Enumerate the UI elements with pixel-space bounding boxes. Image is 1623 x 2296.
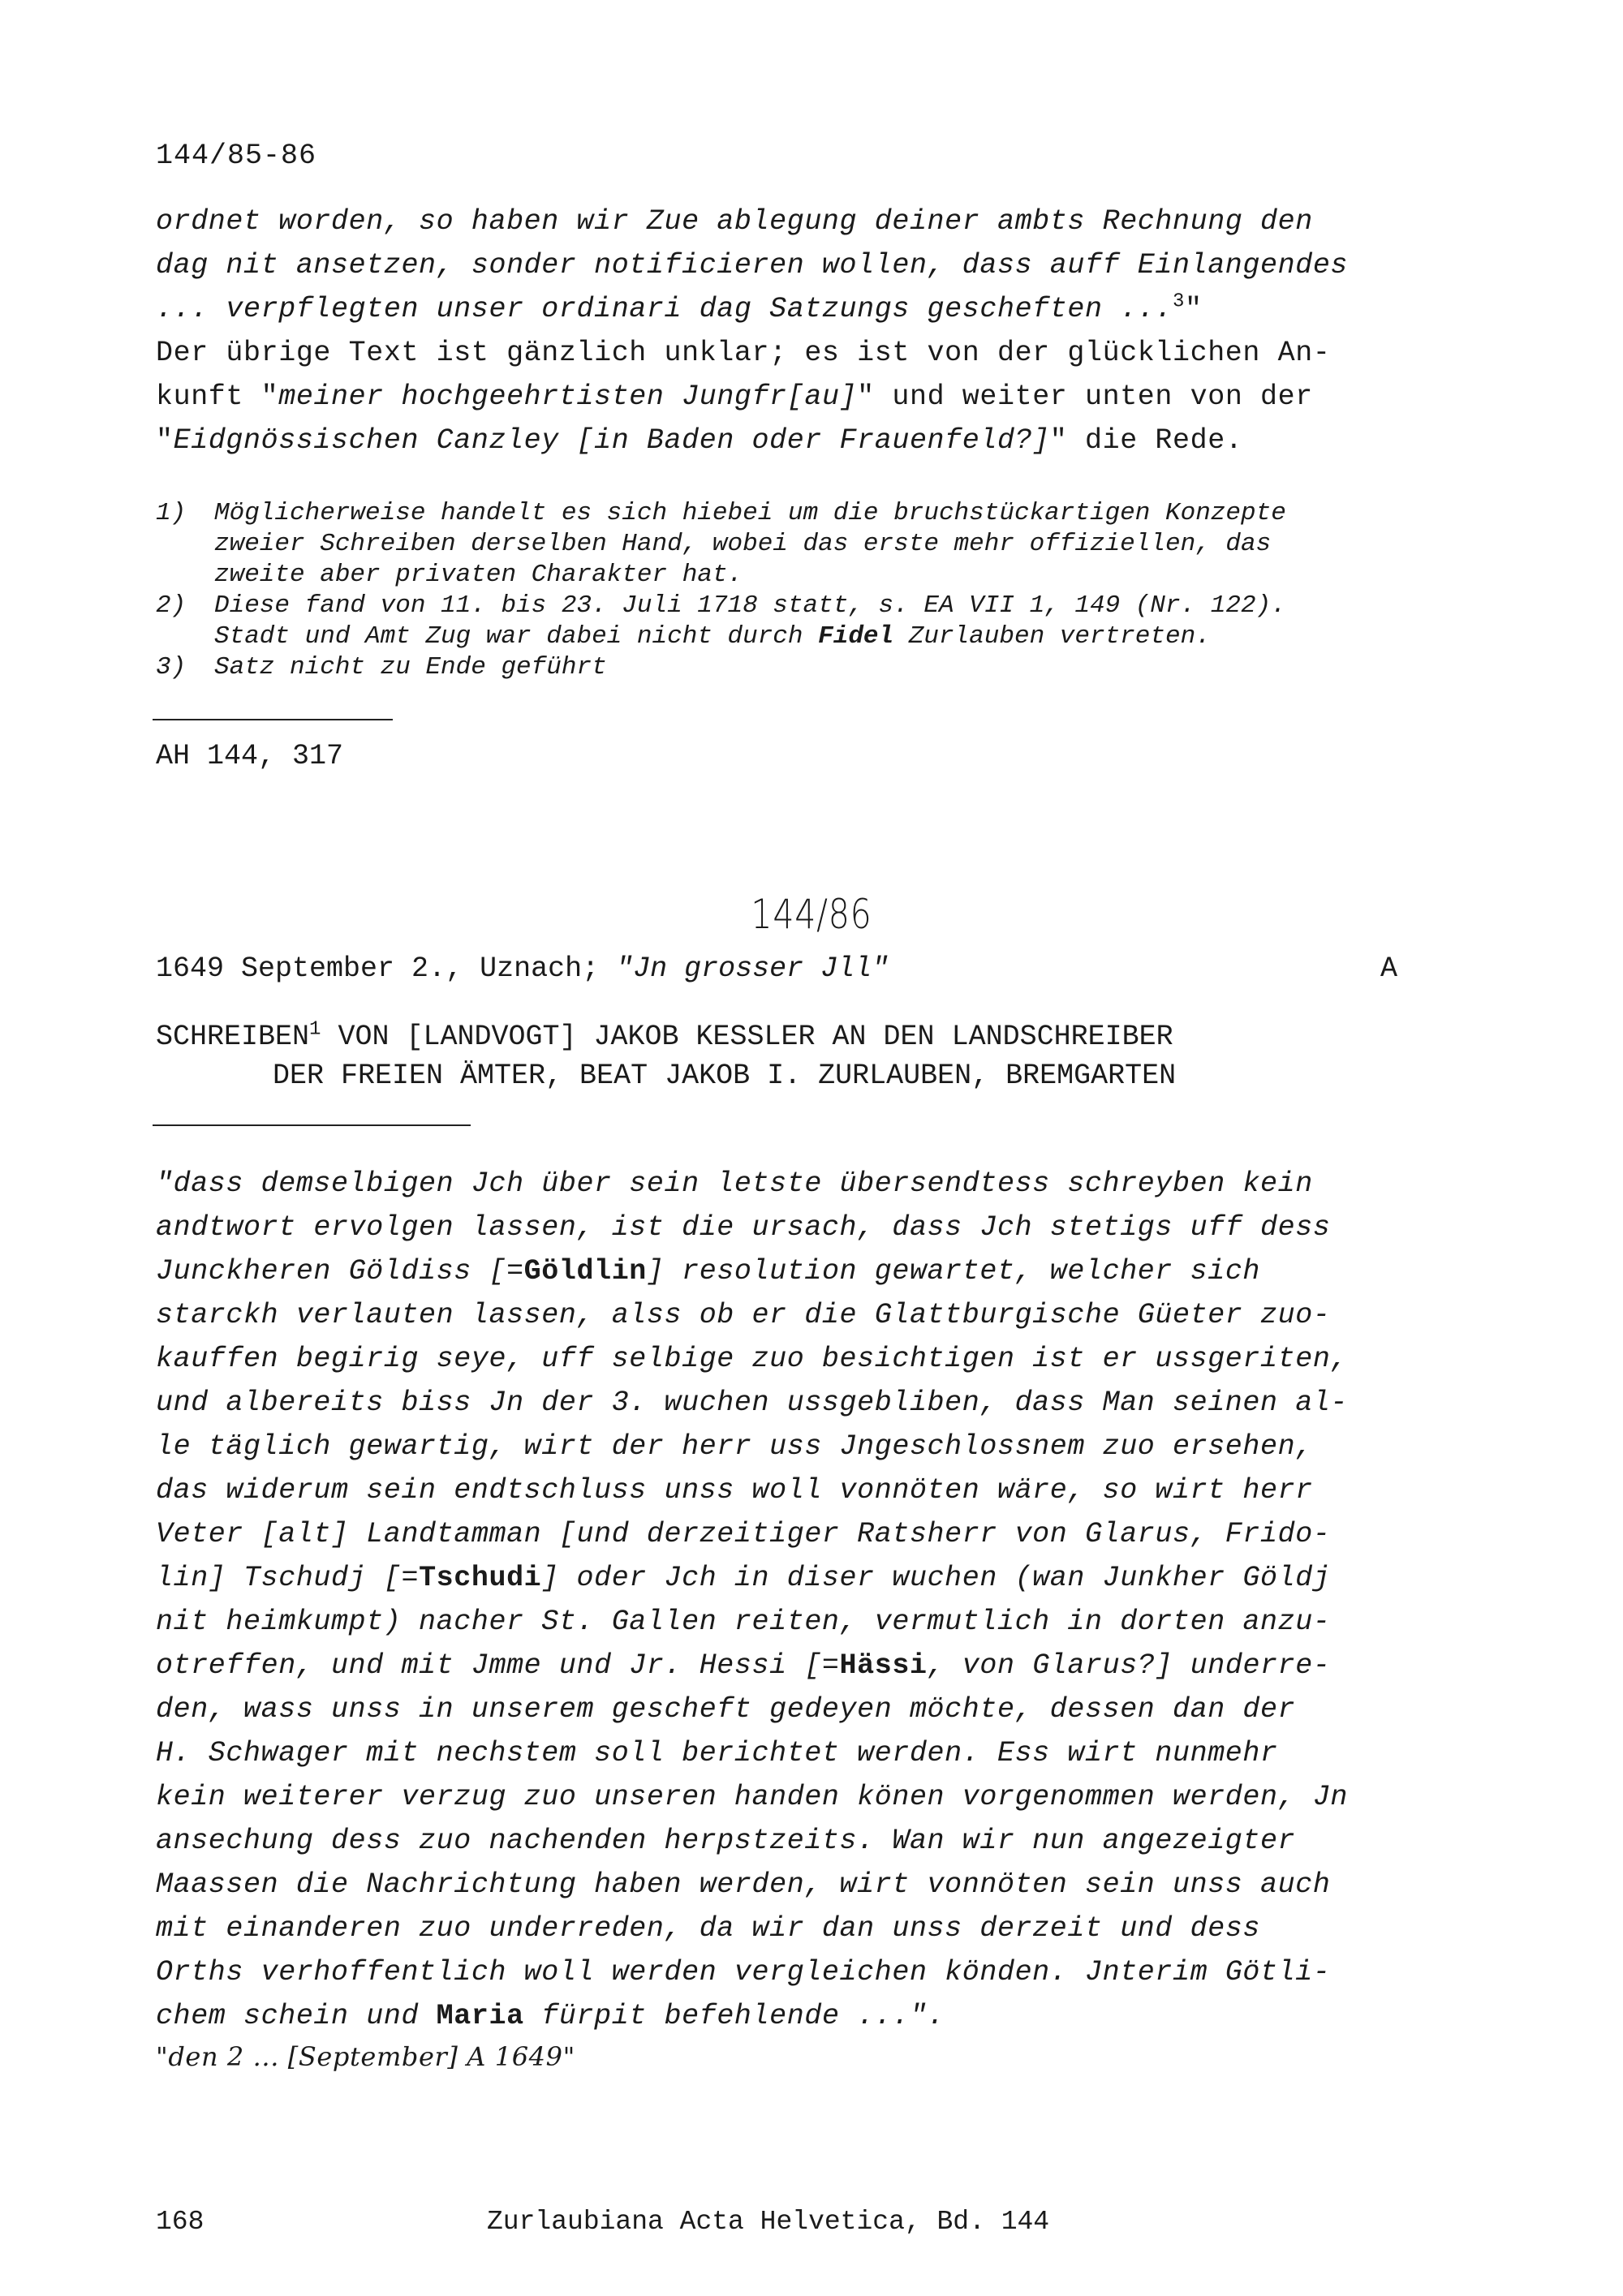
text-segment: kauffen begirig seye, uff selbige zuo besichtigen ist er ussgeriten,: [156, 1343, 1349, 1375]
text-line: [156, 419, 1470, 462]
text-line: [156, 200, 1470, 243]
text-segment: Der übrige Text ist gänzlich unklar; es ist von der glücklichen An-: [156, 337, 1331, 369]
footnote-line: [156, 652, 1470, 683]
text-segment: fürpit befehlende ...".: [523, 2000, 945, 2032]
letter-line: [156, 1249, 1470, 1293]
footnote-line: [156, 529, 1470, 560]
text-segment: ": [156, 424, 174, 457]
text-segment: meiner hochgeehrtisten Jungfr[au]: [278, 381, 858, 413]
text-segment: Diese fand von 11. bis 23. Juli 1718 statt, s. EA VII 1, 149 (Nr. 122).: [214, 591, 1286, 620]
letter-line: [156, 1994, 1470, 2038]
text-segment: ] oder Jch in diser wuchen (wan Junkher Göldj: [541, 1562, 1331, 1594]
text-segment: Möglicherweise handelt es sich hiebei um die bruchstückartigen Konzepte: [214, 499, 1286, 527]
title-line-1: [156, 1018, 1173, 1053]
text-line: [156, 375, 1470, 419]
archive-letter: A: [1380, 952, 1397, 985]
text-segment: Zurlauben vertreten.: [893, 622, 1211, 651]
footnote-line: [156, 591, 1470, 621]
letter-line: [156, 1688, 1470, 1731]
footnote-mark: 3: [1173, 290, 1186, 313]
text-segment: ordnet worden, so haben wir Zue ablegung deiner ambts Rechnung den: [156, 205, 1313, 238]
closing-line: "den 2 ... [September] A 1649": [156, 2041, 575, 2072]
text-segment: Veter [alt] Landtamman [und derzeitiger Ratsherr von Glarus, Frido-: [156, 1518, 1331, 1550]
letter-line: [156, 1600, 1470, 1644]
text-segment: zweite aber privaten Charakter hat.: [214, 561, 743, 589]
letter-line: [156, 1819, 1470, 1863]
letter-line: [156, 1162, 1470, 1206]
text-segment: Satz nicht zu Ende geführt: [214, 653, 607, 681]
letter-line: [156, 1425, 1470, 1468]
letter-line: [156, 1206, 1470, 1249]
text-segment: ": [1185, 293, 1203, 325]
text-segment: " und weiter unten von der: [857, 381, 1313, 413]
footnote-line: [156, 621, 1470, 652]
letter-line: [156, 1381, 1470, 1425]
text-segment: kein weiterer verzug zuo unseren handen könen vorgenommen werden, Jn: [156, 1781, 1349, 1813]
footnote-line: [156, 498, 1470, 529]
text-segment: , von Glarus?] underre-: [927, 1649, 1331, 1682]
letter-line: [156, 1337, 1470, 1381]
text-segment: andtwort ervolgen lassen, ist die ursach, dass Jch stetigs uff dess: [156, 1211, 1331, 1244]
date-place: 1649 September 2., Uznach;: [156, 952, 617, 985]
footnote-line: [156, 560, 1470, 591]
text-segment: Orths verhoffentlich woll werden vergleichen könden. Jnterim Götli-: [156, 1956, 1331, 1989]
title-rest: VON [LANDVOGT] JAKOB KESSLER AN DEN LANDSCHREIBER: [321, 1021, 1173, 1053]
footnotes: [156, 498, 1470, 683]
footnote-number: 2): [156, 591, 187, 620]
title-word: SCHREIBEN: [156, 1021, 310, 1053]
text-segment: kunft ": [156, 381, 279, 413]
text-segment: "dass demselbigen Jch über sein letste übersendtess schreyben kein: [156, 1167, 1313, 1200]
letter-line: [156, 1512, 1470, 1556]
publication-title: Zurlaubiana Acta Helvetica, Bd. 144: [487, 2207, 1050, 2237]
letter-line: [156, 1644, 1470, 1688]
letter-text: [156, 1162, 1470, 2038]
date-line: [156, 952, 1397, 985]
text-segment: starckh verlauten lassen, alss ob er die Glattburgische Güeter zuo-: [156, 1299, 1331, 1331]
footnote-number: 3): [156, 653, 187, 681]
text-segment: zweier Schreiben derselben Hand, wobei das erste mehr offiziellen, das: [214, 530, 1272, 558]
text-segment: " die Rede.: [1049, 424, 1243, 457]
source-reference: AH 144, 317: [156, 740, 344, 772]
text-segment: ansechung dess zuo nachenden herpstzeits. Wan wir nun angezeigter: [156, 1825, 1296, 1857]
letter-line: [156, 1293, 1470, 1337]
emphasized-name: Hässi: [839, 1649, 928, 1682]
text-segment: Stadt und Amt Zug war dabei nicht durch: [214, 622, 819, 651]
document-title: [156, 1018, 1177, 1092]
emphasized-name: Tschudi: [419, 1562, 542, 1594]
letter-line: [156, 1950, 1470, 1994]
letter-line: [156, 1863, 1470, 1907]
footnote-mark: 1: [309, 1018, 321, 1041]
text-segment: chem schein und: [156, 2000, 437, 2032]
footnote-rule: [153, 719, 393, 720]
title-rule: [153, 1124, 471, 1126]
letter-line: [156, 1468, 1470, 1512]
text-line: [156, 243, 1470, 287]
text-segment: Eidgnössischen Canzley [in Baden oder Frauenfeld?]: [173, 424, 1050, 457]
closing-line-wrap: [156, 2035, 1470, 2079]
text-segment: Maassen die Nachrichtung haben werden, wirt vonnöten sein unss auch: [156, 1868, 1331, 1901]
previous-document-text: [156, 200, 1470, 462]
running-head: 144/85-86: [156, 140, 317, 172]
letter-line: [156, 1775, 1470, 1819]
date-quote: "Jn grosser Jll": [616, 952, 889, 985]
emphasized-name: Göldlin: [523, 1255, 647, 1288]
text-line: [156, 331, 1470, 375]
text-segment: ... verpflegten unser ordinari dag Satzungs gescheften ...: [156, 293, 1173, 325]
text-segment: den, wass unss in unserem gescheft gedeyen möchte, dessen dan der: [156, 1693, 1296, 1726]
text-segment: mit einanderen zuo underreden, da wir dan unss derzeit und dess: [156, 1912, 1261, 1945]
text-segment: das widerum sein endtschluss unss woll vonnöten wäre, so wirt herr: [156, 1474, 1313, 1507]
text-segment: le täglich gewartig, wirt der herr uss Jngeschlossnem zuo ersehen,: [156, 1430, 1313, 1463]
footnote-number: 1): [156, 499, 187, 527]
text-segment: H. Schwager mit nechstem soll berichtet werden. Ess wirt nunmehr: [156, 1737, 1278, 1769]
text-line: [156, 287, 1470, 331]
letter-line: [156, 1731, 1470, 1775]
text-segment: otreffen, und mit Jmme und Jr. Hessi [=: [156, 1649, 840, 1682]
letter-line: [156, 1907, 1470, 1950]
text-segment: nit heimkumpt) nacher St. Gallen reiten, vermutlich in dorten anzu-: [156, 1606, 1331, 1638]
title-line-2: DER FREIEN ÄMTER, BEAT JAKOB I. ZURLAUBEN, BREMGARTEN: [273, 1060, 1177, 1092]
text-segment: Junckheren Göldiss [=: [156, 1255, 524, 1288]
text-segment: und albereits biss Jn der 3. wuchen ussgebliben, dass Man seinen al-: [156, 1387, 1349, 1419]
text-segment: ] resolution gewartet, welcher sich: [646, 1255, 1261, 1288]
text-segment: dag nit ansetzen, sonder notificieren wollen, dass auff Einlangendes: [156, 249, 1349, 282]
document-number: 144/86: [751, 891, 872, 938]
emphasized-name: Fidel: [818, 622, 894, 651]
letter-line: [156, 1556, 1470, 1600]
page-number: 168: [156, 2207, 204, 2237]
text-segment: lin] Tschudj [=: [156, 1562, 420, 1594]
emphasized-name: Maria: [436, 2000, 524, 2032]
